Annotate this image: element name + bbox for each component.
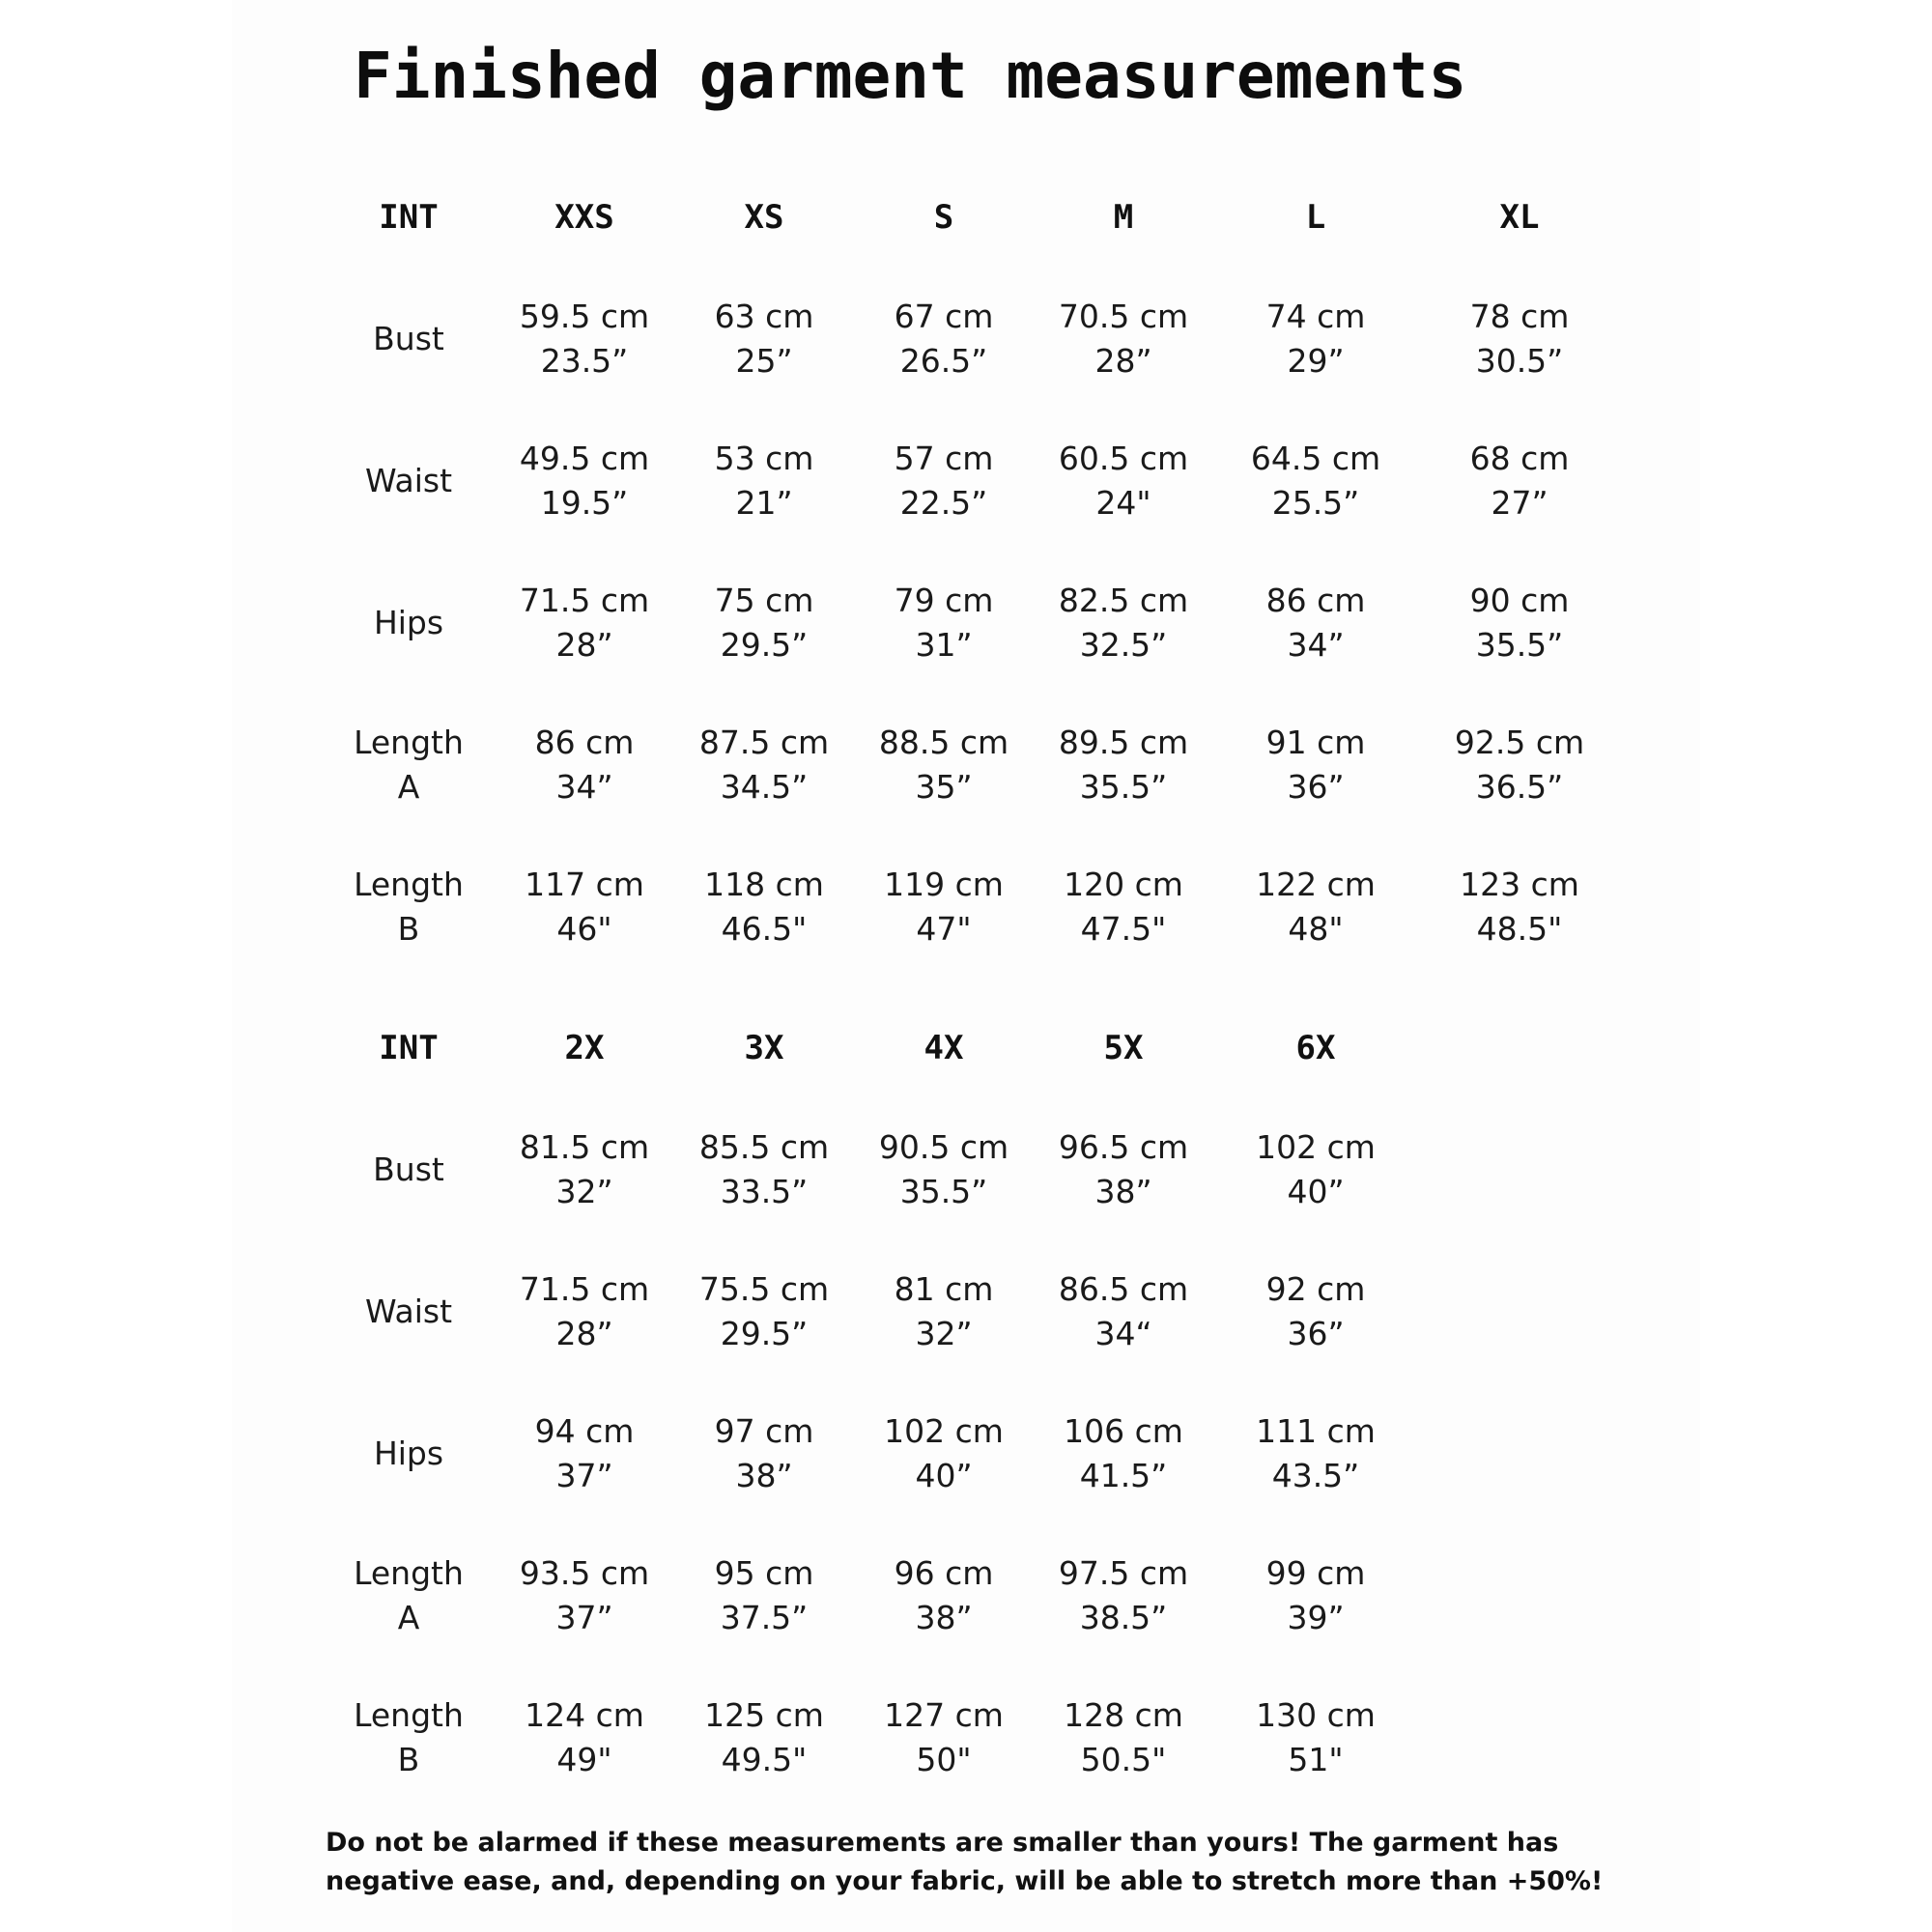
measurement-cell: 124 cm 49" xyxy=(525,1696,644,1778)
column-header-size: S xyxy=(933,198,954,237)
column-header-size: 5X xyxy=(1103,1029,1144,1067)
measurement-cell: 60.5 cm 24" xyxy=(1058,440,1189,522)
measurement-cell: 120 cm 47.5" xyxy=(1064,866,1183,948)
measurement-cell: 88.5 cm 35” xyxy=(878,724,1009,806)
measurement-cell: 86.5 cm 34“ xyxy=(1058,1270,1189,1352)
measurement-cell: 118 cm 46.5" xyxy=(704,866,824,948)
measurement-cell: 117 cm 46" xyxy=(525,866,644,948)
row-label: Bust xyxy=(373,1151,444,1188)
measurement-cell: 71.5 cm 28” xyxy=(519,1270,650,1352)
measurement-cell: 68 cm 27” xyxy=(1469,440,1570,522)
row-label: Length A xyxy=(354,724,464,806)
measurement-cell: 57 cm 22.5” xyxy=(894,440,994,522)
measurement-cell: 93.5 cm 37” xyxy=(519,1554,650,1636)
row-label: Length B xyxy=(354,1696,464,1778)
measurement-cell: 91 cm 36” xyxy=(1265,724,1366,806)
row-label: Waist xyxy=(364,1293,453,1330)
measurement-cell: 82.5 cm 32.5” xyxy=(1058,582,1189,664)
measurement-cell: 119 cm 47" xyxy=(884,866,1004,948)
column-header-size: L xyxy=(1305,198,1326,237)
measurement-cell: 97 cm 38” xyxy=(714,1412,814,1494)
row-label: Hips xyxy=(373,1435,444,1472)
measurement-cell: 74 cm 29” xyxy=(1265,298,1366,380)
measurement-cell: 128 cm 50.5" xyxy=(1064,1696,1183,1778)
measurement-cell: 67 cm 26.5” xyxy=(894,298,994,380)
measurement-cell: 63 cm 25” xyxy=(714,298,814,380)
row-label: Length A xyxy=(354,1554,464,1636)
measurement-cell: 89.5 cm 35.5” xyxy=(1058,724,1189,806)
page-title: Finished garment measurements xyxy=(354,39,1467,113)
measurement-cell: 79 cm 31” xyxy=(894,582,994,664)
measurement-cell: 90 cm 35.5” xyxy=(1469,582,1570,664)
measurement-cell: 64.5 cm 25.5” xyxy=(1250,440,1381,522)
measurement-cell: 70.5 cm 28” xyxy=(1058,298,1189,380)
column-header-int: INT xyxy=(379,1029,439,1067)
column-header-size: 2X xyxy=(564,1029,605,1067)
ease-note: Do not be alarmed if these measurements are smaller than yours! The garment has negative ease, and, depending on your fabric, will be able to stretch more than +50%! xyxy=(326,1828,1604,1896)
measurement-cell: 130 cm 51" xyxy=(1256,1696,1376,1778)
row-label: Bust xyxy=(373,320,444,357)
measurement-cell: 81 cm 32” xyxy=(894,1270,994,1352)
measurement-cell: 97.5 cm 38.5” xyxy=(1058,1554,1189,1636)
column-header-size: XS xyxy=(744,198,784,237)
measurement-cell: 86 cm 34” xyxy=(534,724,635,806)
column-header-size: XL xyxy=(1499,198,1540,237)
measurement-cell: 99 cm 39” xyxy=(1265,1554,1366,1636)
measurement-cell: 81.5 cm 32” xyxy=(519,1128,650,1210)
measurement-cell: 59.5 cm 23.5” xyxy=(519,298,650,380)
measurement-cell: 85.5 cm 33.5” xyxy=(698,1128,830,1210)
row-label: Length B xyxy=(354,866,464,948)
measurement-cell: 71.5 cm 28” xyxy=(519,582,650,664)
measurement-cell: 78 cm 30.5” xyxy=(1469,298,1570,380)
measurement-cell: 49.5 cm 19.5” xyxy=(519,440,650,522)
column-header-size: 6X xyxy=(1295,1029,1336,1067)
measurement-cell: 95 cm 37.5” xyxy=(714,1554,814,1636)
measurement-cell: 125 cm 49.5" xyxy=(704,1696,824,1778)
measurement-cell: 102 cm 40” xyxy=(1256,1128,1376,1210)
measurement-cell: 102 cm 40” xyxy=(884,1412,1004,1494)
measurement-cell: 92.5 cm 36.5” xyxy=(1454,724,1585,806)
measurement-cell: 92 cm 36” xyxy=(1265,1270,1366,1352)
measurement-cell: 90.5 cm 35.5” xyxy=(878,1128,1009,1210)
row-label: Waist xyxy=(364,462,453,499)
measurement-cell: 111 cm 43.5” xyxy=(1256,1412,1376,1494)
measurement-cell: 75.5 cm 29.5” xyxy=(698,1270,830,1352)
measurement-cell: 86 cm 34” xyxy=(1265,582,1366,664)
measurement-cell: 87.5 cm 34.5” xyxy=(698,724,830,806)
column-header-size: 4X xyxy=(923,1029,964,1067)
measurement-cell: 96 cm 38” xyxy=(894,1554,994,1636)
measurement-cell: 123 cm 48.5" xyxy=(1460,866,1579,948)
column-header-size: XXS xyxy=(554,198,614,237)
column-header-size: M xyxy=(1113,198,1134,237)
measurement-cell: 94 cm 37” xyxy=(534,1412,635,1494)
measurement-cell: 106 cm 41.5” xyxy=(1064,1412,1183,1494)
measurement-cell: 53 cm 21” xyxy=(714,440,814,522)
measurement-cell: 75 cm 29.5” xyxy=(714,582,814,664)
column-header-size: 3X xyxy=(744,1029,784,1067)
measurement-cell: 122 cm 48" xyxy=(1256,866,1376,948)
row-label: Hips xyxy=(373,604,444,641)
measurement-cell: 127 cm 50" xyxy=(884,1696,1004,1778)
measurement-cell: 96.5 cm 38” xyxy=(1058,1128,1189,1210)
column-header-int: INT xyxy=(379,198,439,237)
